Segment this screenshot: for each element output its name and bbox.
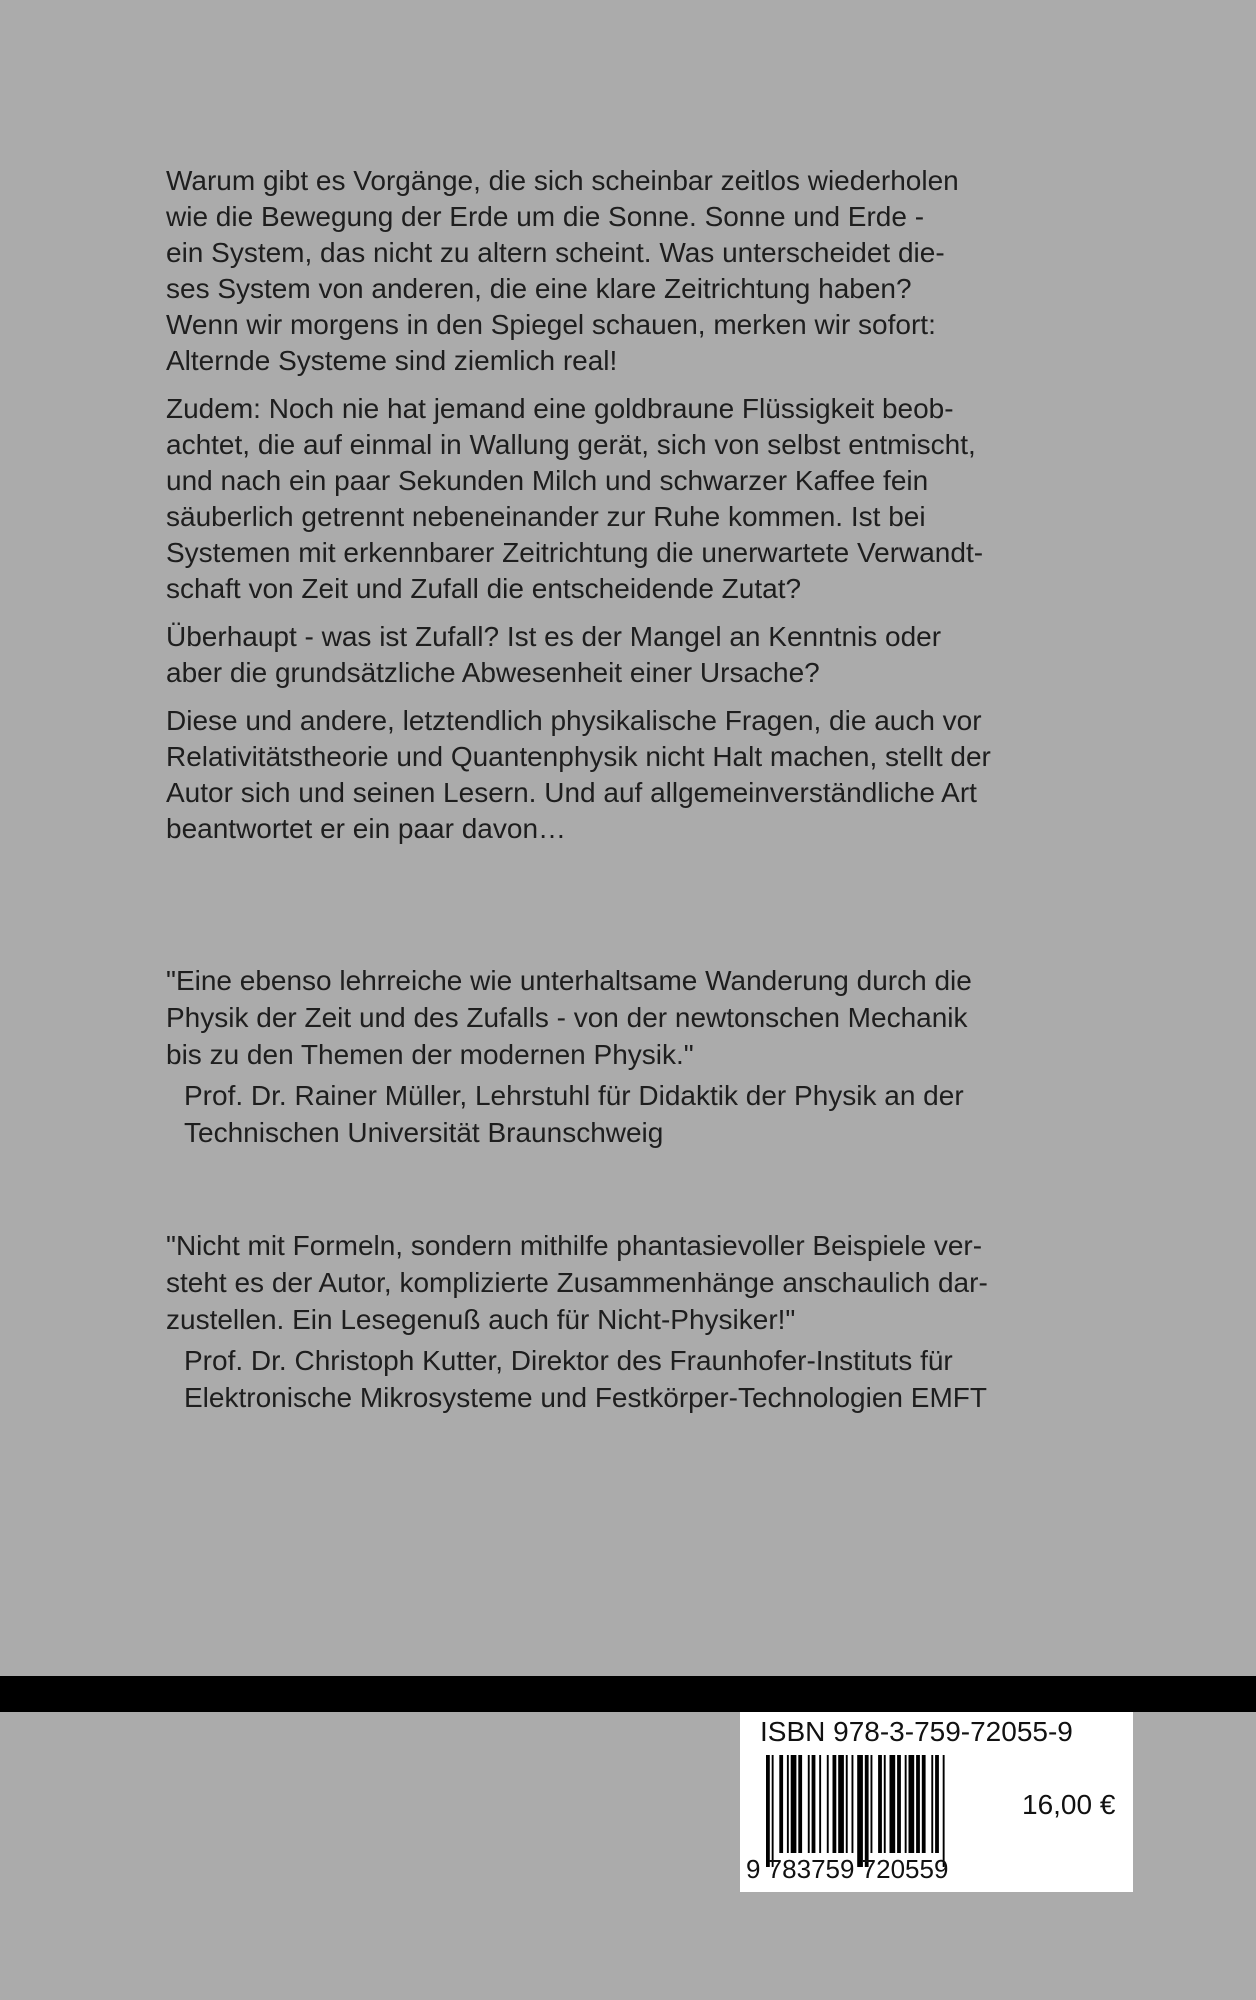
barcode-bar [943,1755,945,1867]
barcode-bar [787,1755,789,1853]
barcode-bar [791,1755,797,1853]
barcode-bar [808,1755,810,1853]
black-band-divider [0,1676,1256,1712]
barcode-bar [871,1755,873,1853]
barcode-bar [838,1755,844,1853]
barcode-bar [827,1755,829,1853]
back-cover-blurb [166,163,1096,859]
barcode-bar [812,1755,816,1853]
barcode-bar [905,1755,907,1853]
barcode-bar [846,1755,848,1853]
blurb-paragraph-2: Zudem: Noch nie hat jemand eine goldbraune Flüssigkeit beob- achtet, die auf einmal in Wallung gerät, sich von selbst entmischt, und nach ein paar Sekunden Milch und schwarzer Kaffee fein säuberlich getrennt nebeneinander zur Ruhe kommen. Ist bei Systemen mit erkennbarer Zeitrichtung die unerwartete Verwandt- schaft von Zeit und Zufall die entscheidende Zutat? [166,393,984,604]
barcode-digits: 9 783759 720559 [746,1854,949,1884]
barcode-bar [922,1755,926,1853]
quote-attribution: Prof. Dr. Christoph Kutter, Direktor des Fraunhofer-Instituts für Elektronische Mikrosysteme und Festkörper-Technologien EMFT [184,1345,987,1413]
barcode-bar [897,1755,901,1853]
barcode-icon [766,1755,996,1867]
barcode-bar [909,1755,915,1853]
barcode-bar [798,1755,802,1853]
quote-text: "Nicht mit Formeln, sondern mithilfe phantasievoller Beispiele ver- steht es der Autor, komplizierte Zusammenhänge anschaulich dar- zustellen. Ein Lesegenuß auch für Nicht-Physiker!" [166,1230,988,1335]
review-quote-2 [166,1227,1096,1416]
barcode-bar [878,1755,882,1853]
barcode-bar [766,1755,770,1867]
blurb-paragraph-3: Überhaupt - was ist Zufall? Ist es der Mangel an Kenntnis oder aber die grundsätzliche Abwesenheit einer Ursache? [166,621,942,688]
barcode-bar [833,1755,837,1853]
barcode-box [740,1712,1133,1892]
barcode-bar [890,1755,896,1853]
blurb-paragraph-4: Diese und andere, letztendlich physikalische Fragen, die auch vor Relativitätstheorie und Quantenphysik nicht Halt machen, stellt der Autor sich und seinen Lesern. Und auf allgemeinverständliche Art beantwortet er ein paar davon… [166,705,991,844]
barcode-bar [772,1755,774,1867]
isbn-label: ISBN 978-3-759-72055-9 [760,1716,1073,1747]
barcode-bar [935,1755,939,1853]
review-quote-1 [166,962,1096,1151]
barcode-bar [931,1755,933,1853]
barcode-bar [852,1755,854,1853]
barcode-bar [819,1755,821,1853]
barcode-bar [779,1755,783,1853]
quote-attribution: Prof. Dr. Rainer Müller, Lehrstuhl für Didaktik der Physik an der Technischen Universität Braunschweig [184,1080,964,1148]
barcode-bar [857,1755,863,1867]
price-label: 16,00 € [1022,1789,1116,1820]
quote-text: "Eine ebenso lehrreiche wie unterhaltsame Wanderung durch die Physik der Zeit und des Zufalls - von der newtonschen Mechanik bis zu den Themen der modernen Physik." [166,965,972,1070]
barcode-bar [916,1755,920,1853]
barcode-bar [884,1755,886,1853]
barcode-bar [865,1755,869,1867]
blurb-paragraph-1: Warum gibt es Vorgänge, die sich scheinbar zeitlos wiederholen wie die Bewegung der Erde um die Sonne. Sonne und Erde - ein System, das nicht zu altern scheint. Was unterscheidet die- ses System von anderen, die eine klare Zeitrichtung haben? Wenn wir morgens in den Spiegel schauen, merken wir sofort: Alternde Systeme sind ziemlich real! [166,165,959,376]
